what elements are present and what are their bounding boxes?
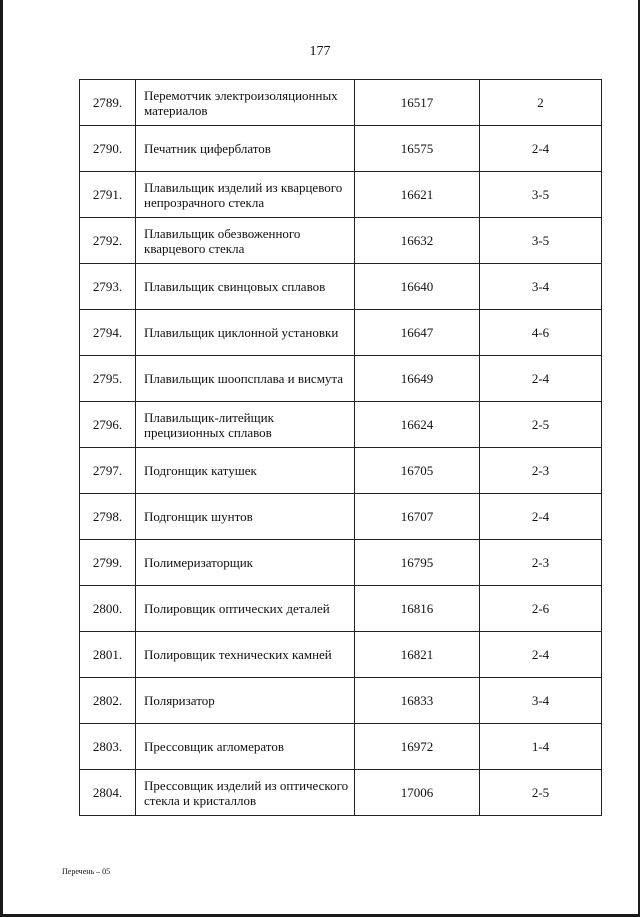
scan-edge-left — [0, 0, 3, 917]
table-row — [80, 494, 602, 540]
row-number-cell: 2789. — [80, 80, 136, 126]
profession-name-cell: Плавильщик свинцовых сплавов — [136, 264, 355, 310]
table-row — [80, 586, 602, 632]
grade-range-cell: 2-4 — [480, 494, 602, 540]
table-row — [80, 172, 602, 218]
row-number-cell: 2791. — [80, 172, 136, 218]
profession-name-cell: Печатник циферблатов — [136, 126, 355, 172]
profession-code-cell: 16632 — [355, 218, 480, 264]
row-number-cell: 2790. — [80, 126, 136, 172]
grade-range-cell: 3-4 — [480, 678, 602, 724]
profession-name-cell: Подгонщик шунтов — [136, 494, 355, 540]
grade-range-cell: 1-4 — [480, 724, 602, 770]
row-number-cell: 2796. — [80, 402, 136, 448]
row-number-cell: 2804. — [80, 770, 136, 816]
row-number-cell: 2802. — [80, 678, 136, 724]
grade-range-cell: 2-6 — [480, 586, 602, 632]
page-number: 177 — [309, 44, 331, 59]
table-row — [80, 678, 602, 724]
table-row — [80, 356, 602, 402]
grade-range-cell: 3-5 — [480, 172, 602, 218]
profession-code-cell: 16795 — [355, 540, 480, 586]
grade-range-cell: 3-5 — [480, 218, 602, 264]
profession-name-cell: Плавильщик обезвоженного кварцевого стекла — [136, 218, 355, 264]
table-row — [80, 402, 602, 448]
grade-range-cell: 2-4 — [480, 356, 602, 402]
profession-name-cell: Подгонщик катушек — [136, 448, 355, 494]
profession-name-cell: Плавильщик изделий из кварцевого непрозрачного стекла — [136, 172, 355, 218]
row-number-cell: 2801. — [80, 632, 136, 678]
table-row — [80, 310, 602, 356]
row-number-cell: 2798. — [80, 494, 136, 540]
row-number-cell: 2799. — [80, 540, 136, 586]
table-row — [80, 218, 602, 264]
row-number-cell: 2803. — [80, 724, 136, 770]
profession-code-cell: 16649 — [355, 356, 480, 402]
row-number-cell: 2793. — [80, 264, 136, 310]
row-number-cell: 2794. — [80, 310, 136, 356]
profession-code-cell: 16575 — [355, 126, 480, 172]
profession-code-cell: 16624 — [355, 402, 480, 448]
profession-name-cell: Плавильщик циклонной установки — [136, 310, 355, 356]
table-row — [80, 724, 602, 770]
profession-name-cell: Плавильщик шоопсплава и висмута — [136, 356, 355, 402]
profession-code-cell: 16816 — [355, 586, 480, 632]
row-number-cell: 2795. — [80, 356, 136, 402]
row-number-cell: 2800. — [80, 586, 136, 632]
profession-code-cell: 16705 — [355, 448, 480, 494]
grade-range-cell: 2-5 — [480, 402, 602, 448]
profession-name-cell: Полимеризаторщик — [136, 540, 355, 586]
grade-range-cell: 2-3 — [480, 540, 602, 586]
profession-table — [79, 79, 602, 816]
grade-range-cell: 2-3 — [480, 448, 602, 494]
profession-name-cell: Полировщик технических камней — [136, 632, 355, 678]
profession-name-cell: Прессовщик изделий из оптического стекла и кристаллов — [136, 770, 355, 816]
document-footer: Перечень – 05 — [62, 867, 111, 876]
profession-name-cell: Перемотчик электроизоляционных материалов — [136, 80, 355, 126]
profession-name-cell: Поляризатор — [136, 678, 355, 724]
table-row — [80, 448, 602, 494]
profession-code-cell: 16972 — [355, 724, 480, 770]
profession-code-cell: 16640 — [355, 264, 480, 310]
row-number-cell: 2792. — [80, 218, 136, 264]
profession-code-cell: 16821 — [355, 632, 480, 678]
grade-range-cell: 4-6 — [480, 310, 602, 356]
table-row — [80, 126, 602, 172]
table-row — [80, 770, 602, 816]
profession-name-cell: Полировщик оптических деталей — [136, 586, 355, 632]
grade-range-cell: 2 — [480, 80, 602, 126]
profession-code-cell: 16707 — [355, 494, 480, 540]
profession-code-cell: 16647 — [355, 310, 480, 356]
grade-range-cell: 3-4 — [480, 264, 602, 310]
profession-code-cell: 16621 — [355, 172, 480, 218]
row-number-cell: 2797. — [80, 448, 136, 494]
profession-code-cell: 16517 — [355, 80, 480, 126]
profession-code-cell: 17006 — [355, 770, 480, 816]
grade-range-cell: 2-5 — [480, 770, 602, 816]
profession-name-cell: Плавильщик-литейщик прецизионных сплавов — [136, 402, 355, 448]
profession-name-cell: Прессовщик агломератов — [136, 724, 355, 770]
table-row — [80, 80, 602, 126]
table-row — [80, 540, 602, 586]
table-row — [80, 264, 602, 310]
grade-range-cell: 2-4 — [480, 126, 602, 172]
profession-code-cell: 16833 — [355, 678, 480, 724]
table-row — [80, 632, 602, 678]
grade-range-cell: 2-4 — [480, 632, 602, 678]
